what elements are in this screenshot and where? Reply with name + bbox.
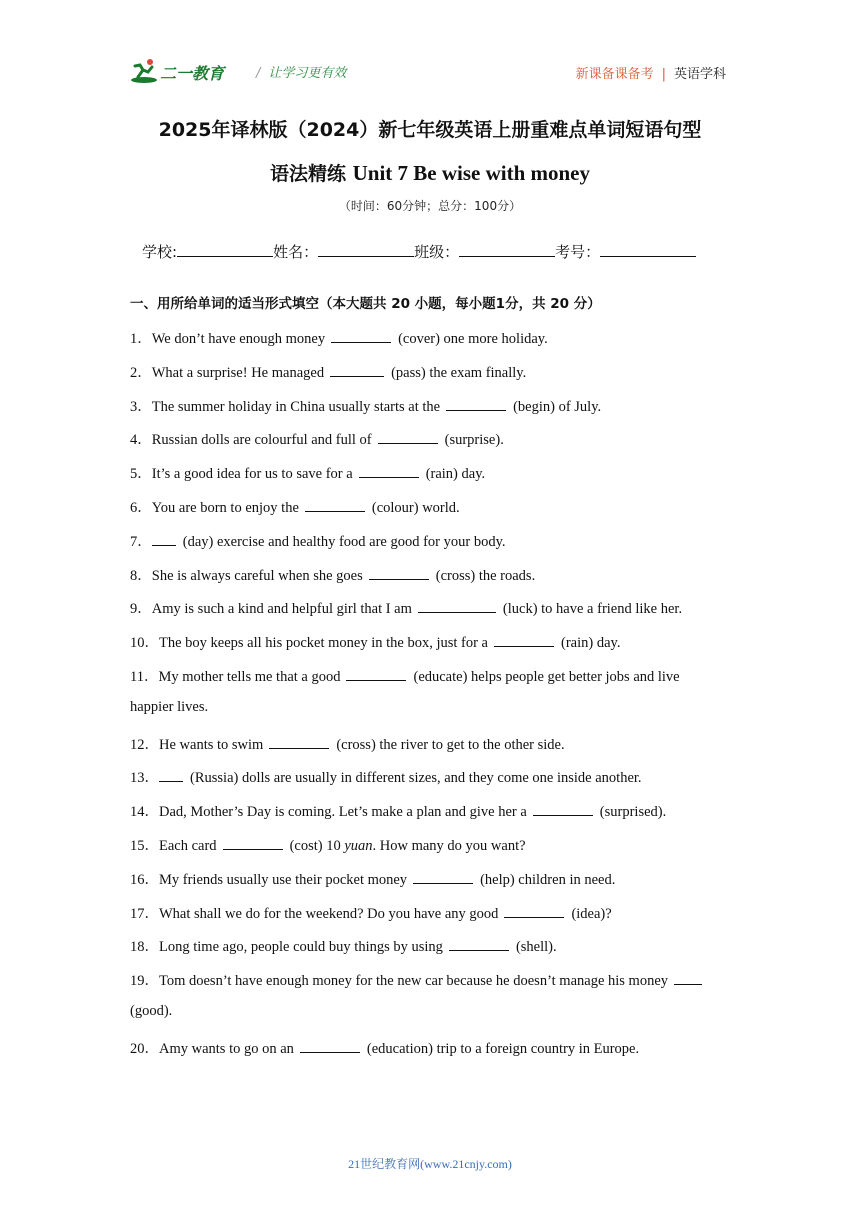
question-text: 2．What a surprise! He managed bbox=[130, 365, 325, 381]
header-separator: | bbox=[661, 67, 666, 82]
answer-blank[interactable] bbox=[359, 465, 419, 478]
exam-time-score: （时间：60分钟；总分：100分） bbox=[338, 199, 522, 213]
answer-blank[interactable] bbox=[223, 837, 283, 850]
name-label: 姓名： bbox=[273, 243, 319, 261]
answer-blank[interactable] bbox=[674, 972, 702, 985]
question-hint: (day) exercise and healthy food are good for your body. bbox=[182, 534, 506, 550]
answer-blank[interactable] bbox=[330, 364, 384, 377]
question-hint: (pass) the exam finally. bbox=[391, 365, 527, 381]
name-blank[interactable] bbox=[318, 242, 414, 257]
question-hint: (begin) of July. bbox=[513, 399, 602, 415]
page-footer[interactable]: 21世纪教育网(www.21cnjy.com) bbox=[348, 1157, 512, 1171]
question-text: 3．The summer holiday in China usually starts at the bbox=[130, 399, 441, 415]
answer-blank[interactable] bbox=[331, 330, 391, 343]
question-hint: (luck) to have a friend like her. bbox=[502, 601, 683, 617]
answer-blank[interactable] bbox=[269, 736, 329, 749]
question-hint: (shell). bbox=[515, 939, 557, 955]
question-10 bbox=[130, 631, 620, 652]
question-1 bbox=[130, 327, 548, 348]
question-text: happier lives. bbox=[130, 699, 209, 715]
answer-blank[interactable] bbox=[300, 1040, 360, 1053]
slogan-separator: / bbox=[256, 66, 261, 81]
question-text: 20．Amy wants to go on an bbox=[130, 1041, 294, 1057]
answer-blank[interactable] bbox=[378, 431, 438, 444]
answer-blank[interactable] bbox=[533, 803, 593, 816]
question-hint: (surprise). bbox=[444, 432, 504, 448]
question-hint: (cross) the roads. bbox=[435, 568, 536, 584]
question-hint: (colour) world. bbox=[371, 500, 460, 516]
question-text: 16．My friends usually use their pocket money bbox=[130, 872, 408, 888]
question-14 bbox=[130, 800, 666, 821]
page-title-line1: 2025年译林版（2024）新七年级英语上册重难点单词短语句型 bbox=[158, 119, 702, 141]
question-text: 17．What shall we do for the weekend? Do you have any good bbox=[130, 906, 499, 922]
answer-blank[interactable] bbox=[305, 499, 365, 512]
question-19-continued bbox=[130, 1003, 172, 1020]
number-blank[interactable] bbox=[600, 242, 696, 257]
question-hint: (help) children in need. bbox=[480, 872, 616, 888]
question-hint: (idea)? bbox=[571, 906, 612, 922]
question-text: (good). bbox=[130, 1003, 173, 1019]
section-heading: 一、用所给单词的适当形式填空（本大题共 20 小题，每小题1分，共 20 分） bbox=[130, 296, 601, 312]
question-20 bbox=[130, 1037, 639, 1058]
question-6 bbox=[130, 496, 460, 517]
runner-logo-icon bbox=[130, 56, 160, 86]
question-hint: (cover) one more holiday. bbox=[398, 331, 548, 347]
question-7 bbox=[130, 530, 506, 551]
question-8 bbox=[130, 564, 535, 585]
question-11-continued bbox=[130, 699, 208, 716]
question-11 bbox=[130, 665, 680, 686]
question-text: 14．Dad, Mother’s Day is coming. Let’s make a plan and give her a bbox=[130, 804, 527, 820]
answer-blank[interactable] bbox=[159, 769, 183, 782]
question-12 bbox=[130, 733, 565, 754]
question-3 bbox=[130, 395, 601, 416]
question-hint: (rain) day. bbox=[561, 635, 621, 651]
header-tag-course: 新课备课备考 bbox=[575, 67, 654, 82]
answer-blank[interactable] bbox=[413, 871, 473, 884]
question-hint: (cost) 10 bbox=[289, 838, 345, 854]
question-17 bbox=[130, 902, 612, 923]
answer-blank[interactable] bbox=[152, 533, 176, 546]
question-19 bbox=[130, 969, 702, 990]
logo bbox=[130, 56, 248, 88]
question-text: 6．You are born to enjoy the bbox=[130, 500, 299, 516]
question-text: 7． bbox=[130, 534, 152, 550]
question-text: 5．It’s a good idea for us to save for a bbox=[130, 466, 353, 482]
question-5 bbox=[130, 462, 485, 483]
question-text-end: . How many do you want? bbox=[372, 838, 526, 854]
question-15 bbox=[130, 834, 526, 855]
question-text: 13． bbox=[130, 770, 159, 786]
class-label: 班级： bbox=[414, 243, 460, 261]
class-blank[interactable] bbox=[459, 242, 555, 257]
question-text: 8．She is always careful when she goes bbox=[130, 568, 363, 584]
answer-blank[interactable] bbox=[369, 567, 429, 580]
question-text: 15．Each card bbox=[130, 838, 217, 854]
answer-blank[interactable] bbox=[494, 634, 554, 647]
answer-blank[interactable] bbox=[449, 938, 509, 951]
question-hint: (surprised). bbox=[599, 804, 667, 820]
question-2 bbox=[130, 361, 526, 382]
question-text: 18．Long time ago, people could buy things by using bbox=[130, 939, 443, 955]
answer-blank[interactable] bbox=[446, 398, 506, 411]
answer-blank[interactable] bbox=[418, 600, 496, 613]
question-text: 12．He wants to swim bbox=[130, 737, 264, 753]
question-hint: (educate) helps people get better jobs and live bbox=[413, 669, 680, 685]
title-line2-chinese: 语法精练 bbox=[269, 163, 353, 185]
question-18 bbox=[130, 935, 557, 956]
title-line2-english: Unit 7 Be wise with money bbox=[352, 161, 591, 185]
question-9 bbox=[130, 597, 682, 618]
page-header bbox=[130, 56, 730, 90]
question-text: 9．Amy is such a kind and helpful girl that I am bbox=[130, 601, 412, 617]
answer-blank[interactable] bbox=[504, 905, 564, 918]
question-text: 11．My mother tells me that a good bbox=[130, 669, 341, 685]
student-info-row bbox=[142, 241, 696, 262]
page-title-line2 bbox=[0, 159, 860, 186]
header-tags bbox=[576, 63, 726, 82]
school-blank[interactable] bbox=[177, 242, 273, 257]
header-tag-subject: 英语学科 bbox=[673, 67, 726, 82]
question-13 bbox=[130, 766, 642, 787]
question-text: 4．Russian dolls are colourful and full of bbox=[130, 432, 372, 448]
logo-text: 二一教育 bbox=[160, 64, 225, 83]
question-hint: (rain) day. bbox=[425, 466, 486, 482]
question-16 bbox=[130, 868, 615, 889]
answer-blank[interactable] bbox=[346, 668, 406, 681]
number-label: 考号： bbox=[555, 243, 601, 261]
slogan-text: 让学习更有效 bbox=[268, 66, 347, 81]
school-label: 学校: bbox=[142, 243, 178, 261]
question-text: 1．We don’t have enough money bbox=[130, 331, 326, 347]
question-hint: (cross) the river to get to the other side. bbox=[336, 737, 565, 753]
question-hint: (education) trip to a foreign country in Europe. bbox=[366, 1041, 640, 1057]
question-text: 10．The boy keeps all his pocket money in the box, just for a bbox=[130, 635, 488, 651]
currency-word: yuan bbox=[344, 838, 373, 854]
question-hint: (Russia) dolls are usually in different sizes, and they come one inside another. bbox=[190, 770, 642, 786]
slogan bbox=[256, 62, 346, 81]
question-4 bbox=[130, 428, 504, 449]
question-text: 19．Tom doesn’t have enough money for the new car because he doesn’t manage his money bbox=[130, 973, 669, 989]
